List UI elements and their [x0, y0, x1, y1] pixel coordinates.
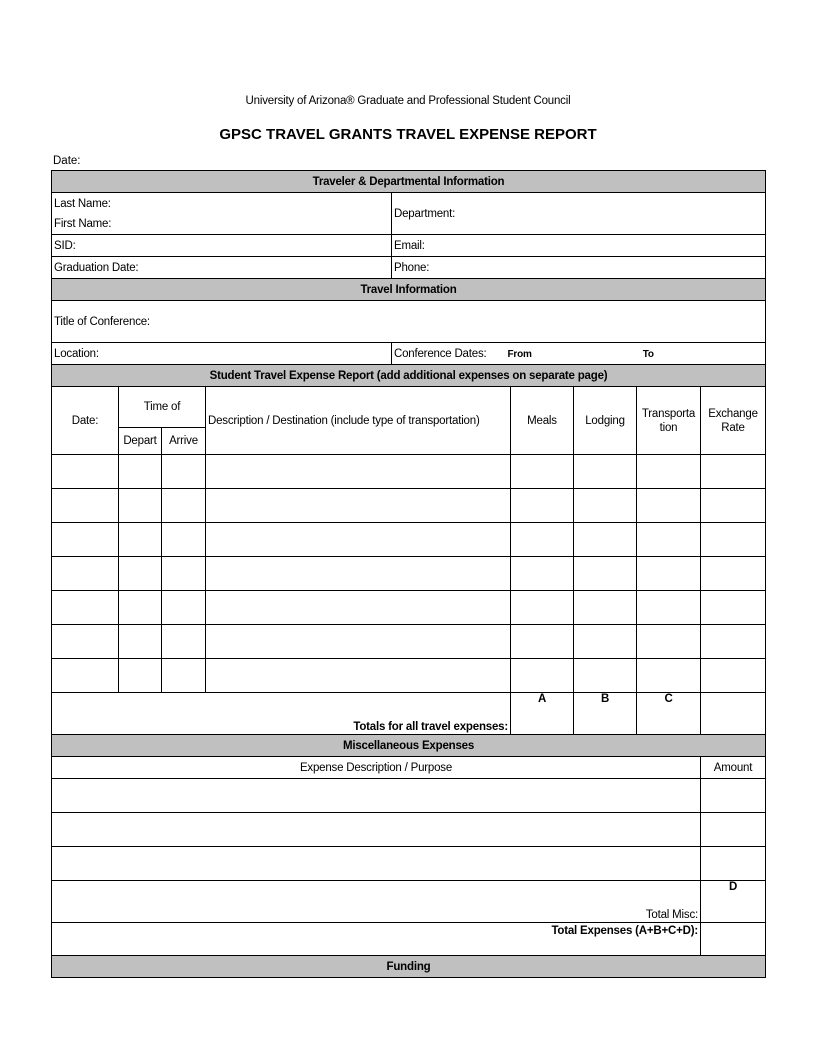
expense-lodging-cell[interactable] [574, 455, 637, 489]
expense-date-cell[interactable] [52, 489, 119, 523]
expense-row [52, 455, 766, 489]
organization-name: University of Arizona® Graduate and Professional Student Council [245, 95, 571, 107]
department-label: Department: [394, 207, 456, 220]
col-header-arrive: Arrive [162, 428, 206, 455]
total-c-label: C [664, 693, 673, 705]
expense-date-cell[interactable] [52, 659, 119, 693]
expense-meals-cell[interactable] [511, 591, 574, 625]
total-expenses-label: Total Expenses (A+B+C+D): [52, 923, 701, 956]
col-header-meals: Meals [511, 387, 574, 455]
expense-exchange-rate-cell[interactable] [701, 455, 766, 489]
expense-meals-cell[interactable] [511, 523, 574, 557]
expense-transportation-cell[interactable] [637, 591, 701, 625]
total-misc-label: Total Misc: [52, 881, 701, 923]
expense-transportation-cell[interactable] [637, 455, 701, 489]
expense-report-form [51, 170, 766, 978]
col-header-lodging: Lodging [574, 387, 637, 455]
expense-row [52, 523, 766, 557]
expense-meals-cell[interactable] [511, 625, 574, 659]
col-header-exchange-rate: Exchange Rate [701, 387, 766, 455]
email-label: Email: [394, 239, 425, 252]
name-field[interactable] [52, 193, 392, 235]
expense-transportation-cell[interactable] [637, 659, 701, 693]
misc-description-cell[interactable] [52, 847, 701, 881]
misc-amount-cell[interactable] [701, 779, 766, 813]
expense-lodging-cell[interactable] [574, 557, 637, 591]
expense-description-cell[interactable] [206, 557, 511, 591]
expense-meals-cell[interactable] [511, 489, 574, 523]
expense-meals-cell[interactable] [511, 557, 574, 591]
expense-depart-cell[interactable] [119, 557, 162, 591]
expense-arrive-cell[interactable] [162, 523, 206, 557]
total-a-label: A [537, 693, 547, 705]
location-label: Location: [54, 347, 99, 360]
expense-arrive-cell[interactable] [162, 489, 206, 523]
expense-row [52, 591, 766, 625]
expense-arrive-cell[interactable] [162, 557, 206, 591]
expense-meals-cell[interactable] [511, 659, 574, 693]
sid-label: SID: [54, 239, 76, 252]
expense-description-cell[interactable] [206, 455, 511, 489]
expense-lodging-cell[interactable] [574, 659, 637, 693]
expense-date-cell[interactable] [52, 523, 119, 557]
misc-description-cell[interactable] [52, 779, 701, 813]
expense-row [52, 659, 766, 693]
total-a-cell[interactable] [511, 693, 574, 735]
expense-description-cell[interactable] [206, 523, 511, 557]
phone-label: Phone: [394, 261, 430, 274]
expense-row [52, 625, 766, 659]
misc-section-header: Miscellaneous Expenses [52, 735, 766, 757]
traveler-section-header: Traveler & Departmental Information [52, 171, 766, 193]
expense-transportation-cell[interactable] [637, 625, 701, 659]
expense-transportation-cell[interactable] [637, 557, 701, 591]
expense-lodging-cell[interactable] [574, 489, 637, 523]
expense-exchange-rate-cell[interactable] [701, 557, 766, 591]
expense-row [52, 489, 766, 523]
expense-arrive-cell[interactable] [162, 591, 206, 625]
expense-depart-cell[interactable] [119, 591, 162, 625]
misc-col-header-amount: Amount [701, 757, 766, 779]
expense-depart-cell[interactable] [119, 625, 162, 659]
total-d-cell[interactable] [701, 881, 766, 923]
expense-description-cell[interactable] [206, 625, 511, 659]
misc-col-header-description: Expense Description / Purpose [52, 757, 701, 779]
total-expenses-cell[interactable] [701, 923, 766, 956]
email-field[interactable] [392, 235, 766, 257]
expense-arrive-cell[interactable] [162, 659, 206, 693]
total-exchange-rate-cell[interactable] [701, 693, 766, 735]
expense-depart-cell[interactable] [119, 523, 162, 557]
travel-totals-label: Totals for all travel expenses: [52, 693, 511, 735]
expense-row [52, 557, 766, 591]
funding-section-header: Funding [52, 956, 766, 978]
col-header-date: Date: [52, 387, 119, 455]
page-title: GPSC TRAVEL GRANTS TRAVEL EXPENSE REPORT [219, 126, 597, 143]
conference-title-field[interactable] [52, 301, 766, 343]
expense-transportation-cell[interactable] [637, 489, 701, 523]
expense-section-header: Student Travel Expense Report (add additional expenses on separate page) [52, 365, 766, 387]
expense-meals-cell[interactable] [511, 455, 574, 489]
expense-lodging-cell[interactable] [574, 625, 637, 659]
expense-transportation-cell[interactable] [637, 523, 701, 557]
graduation-date-label: Graduation Date: [54, 261, 139, 274]
total-d-label: D [728, 881, 738, 893]
conference-dates-field[interactable] [392, 343, 766, 365]
expense-exchange-rate-cell[interactable] [701, 659, 766, 693]
travel-section-header: Travel Information [52, 279, 766, 301]
misc-row [52, 847, 766, 881]
expense-depart-cell[interactable] [119, 659, 162, 693]
misc-description-cell[interactable] [52, 813, 701, 847]
department-field[interactable] [392, 193, 766, 235]
graduation-date-field[interactable] [52, 257, 392, 279]
date-field-label[interactable]: Date: [53, 155, 81, 167]
total-c-cell[interactable] [637, 693, 701, 735]
expense-date-cell[interactable] [52, 591, 119, 625]
to-label: To [642, 348, 654, 360]
expense-depart-cell[interactable] [119, 489, 162, 523]
conference-title-label: Title of Conference: [54, 315, 150, 328]
misc-amount-cell[interactable] [701, 813, 766, 847]
misc-amount-cell[interactable] [701, 847, 766, 881]
expense-description-cell[interactable] [206, 489, 511, 523]
first-name-label: First Name: [54, 217, 112, 230]
expense-arrive-cell[interactable] [162, 625, 206, 659]
expense-exchange-rate-cell[interactable] [701, 625, 766, 659]
expense-exchange-rate-cell[interactable] [701, 591, 766, 625]
expense-arrive-cell[interactable] [162, 455, 206, 489]
total-b-cell[interactable] [574, 693, 637, 735]
location-field[interactable] [52, 343, 392, 365]
expense-date-cell[interactable] [52, 625, 119, 659]
col-header-description: Description / Destination (include type of transportation) [206, 387, 511, 455]
expense-exchange-rate-cell[interactable] [701, 523, 766, 557]
misc-row [52, 779, 766, 813]
sid-field[interactable] [52, 235, 392, 257]
from-label: From [507, 348, 532, 360]
expense-date-cell[interactable] [52, 455, 119, 489]
expense-date-cell[interactable] [52, 557, 119, 591]
expense-lodging-cell[interactable] [574, 523, 637, 557]
expense-lodging-cell[interactable] [574, 591, 637, 625]
misc-row [52, 813, 766, 847]
col-header-depart: Depart [119, 428, 162, 455]
col-header-time-of: Time of [119, 387, 206, 428]
expense-depart-cell[interactable] [119, 455, 162, 489]
expense-exchange-rate-cell[interactable] [701, 489, 766, 523]
expense-description-cell[interactable] [206, 659, 511, 693]
conference-dates-label: Conference Dates: [394, 347, 487, 360]
last-name-label: Last Name: [54, 197, 111, 210]
phone-field[interactable] [392, 257, 766, 279]
col-header-transportation: Transporta tion [637, 387, 701, 455]
total-b-label: B [600, 693, 610, 705]
expense-description-cell[interactable] [206, 591, 511, 625]
